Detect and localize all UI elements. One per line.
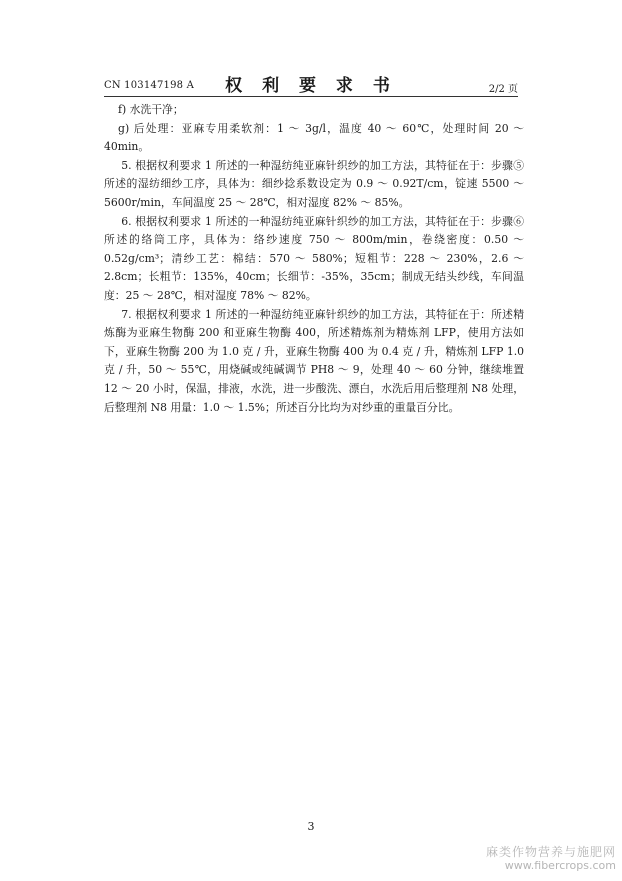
claim-6: 6. 根据权利要求 1 所述的一种湿纺纯亚麻针织纱的加工方法，其特征在于：步骤⑥所述的络筒工序，具体为：络纱速度 750 ～ 800m/min，卷绕密度：0.50 ～ 0.52g/cm³；清纱工艺：棉结：570 ～ 580%；短粗节：228 ～ 230%，2.6 ～ 2.8cm；长粗节：135%，40cm；长细节：-35%，35cm；制成无结头纱线，车间温度：25 ～ 28℃，相对湿度 78% ～ 82%。 (104, 214, 524, 302)
claim-step-g: g) 后处理：亚麻专用柔软剂：1 ～ 3g/l，温度 40 ～ 60℃，处理时间 20 ～ 40min。 (104, 121, 524, 154)
page-header (104, 68, 518, 96)
page-number: 3 (307, 820, 315, 833)
claim-step-f: f) 水洗干净； (118, 103, 184, 116)
document-title: 权 利 要 求 书 (225, 76, 397, 96)
claims-body (104, 101, 524, 417)
watermark-url: www.fibercrops.com (504, 859, 616, 872)
claim-7: 7. 根据权利要求 1 所述的一种湿纺纯亚麻针织纱的加工方法，其特征在于：所述精炼酶为亚麻生物酶 200 和亚麻生物酶 400，所述精炼剂为精炼剂 LFP，使用方法如下，亚麻生物酶 200 为 1.0 克 / 升，亚麻生物酶 400 为 0.4 克 / 升，精炼剂 LFP 1.0 克 / 升，50 ～ 55℃，用烧碱或纯碱调节 PH8 ～ 9，处理 40 ～ 60 分钟，继续堆置 12 ～ 20 小时，保温，排液，水洗，进一步酸洗、漂白，水洗后用后整理剂 N8 处理，后整理剂 N8 用量：1.0 ～ 1.5%；所述百分比均为对纱重的重量百分比。 (104, 307, 524, 414)
header-rule (104, 96, 518, 97)
patent-number: CN 103147198 A (104, 80, 195, 91)
site-watermark (486, 845, 616, 873)
claim-5: 5. 根据权利要求 1 所述的一种湿纺纯亚麻针织纱的加工方法，其特征在于：步骤⑤所述的湿纺细纱工序，具体为：细纱捻系数设定为 0.9 ～ 0.92T/cm，锭速 5500 ～ 5600r/min，车间温度 25 ～ 28℃，相对湿度 82% ～ 85%。 (104, 158, 524, 209)
watermark-site-name: 麻类作物营养与施肥网 (485, 845, 616, 859)
page-indicator: 2/2 页 (488, 84, 518, 95)
